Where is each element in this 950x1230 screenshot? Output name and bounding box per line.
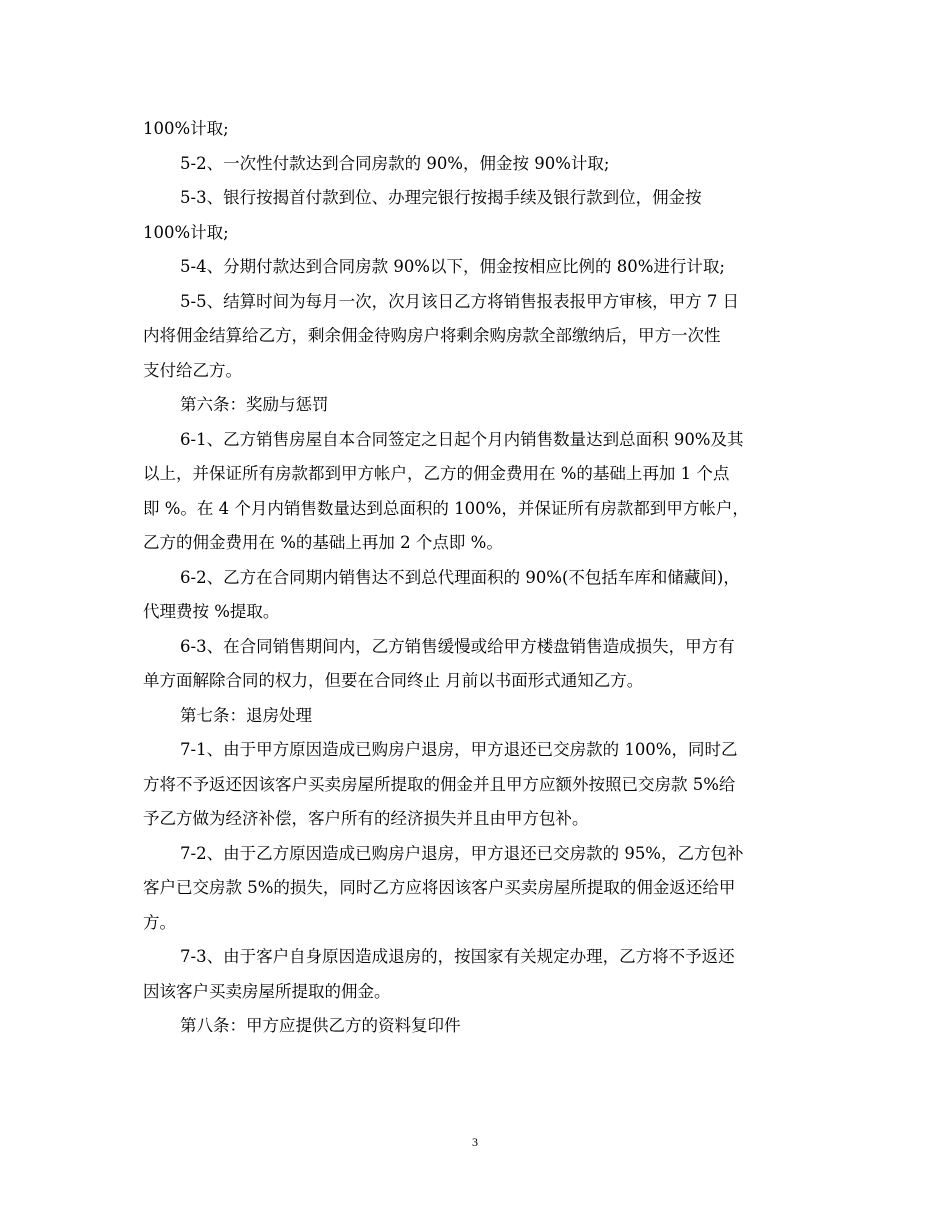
text-line: 5-4、分期付款达到合同房款 90%以下，佣金按相应比例的 80%进行计取; — [180, 257, 725, 276]
text-line: 予乙方做为经济补偿，客户所有的经济损失并且由甲方包补。 — [143, 809, 589, 828]
text-line: 客户已交房款 5%的损失，同时乙方应将因该客户买卖房屋所提取的佣金返还给甲 — [143, 878, 736, 897]
text-line: 7-2、由于乙方原因造成已购房户退房，甲方退还已交房款的 95%，乙方包补 — [180, 843, 744, 863]
text-line: 因该客户买卖房屋所提取的佣金。 — [143, 981, 391, 1001]
text-line: 6-1、乙方销售房屋自本合同签定之日起个月内销售数量达到总面积 90%及其 — [180, 429, 744, 449]
text-line: 5-5、结算时间为每月一次，次月该日乙方将销售报表报甲方审核，甲方 7 日 — [180, 291, 740, 311]
text-line: 方将不予返还因该客户买卖房屋所提取的佣金并且甲方应额外按照已交房款 5%给 — [143, 774, 736, 794]
text-line: 即 %。在 4 个月内销售数量达到总面积的 100%，并保证所有房款都到甲方帐户， — [143, 498, 749, 518]
text-line: 支付给乙方。 — [143, 360, 242, 380]
text-line: 7-1、由于甲方原因造成已购房户退房，甲方退还已交房款的 100%，同时乙 — [180, 740, 738, 759]
text-line: 第七条：退房处理 — [180, 705, 312, 725]
text-line: 100%计取; — [143, 119, 229, 138]
document-body — [143, 112, 811, 1044]
text-line: 5-3、银行按揭首付款到位、办理完银行按揭手续及银行款到位，佣金按 — [180, 188, 702, 207]
text-line: 100%计取; — [143, 222, 229, 242]
text-line: 内将佣金结算给乙方，剩余佣金待购房户将剩余购房款全部缴纳后，甲方一次性 — [143, 326, 721, 345]
text-line: 6-3、在合同销售期间内，乙方销售缓慢或给甲方楼盘销售造成损失，甲方有 — [180, 636, 735, 656]
text-line: 代理费按 %提取。 — [143, 602, 280, 621]
text-line: 7-3、由于客户自身原因造成退房的，按国家有关规定办理，乙方将不予返还 — [180, 947, 735, 966]
page-number: 3 — [472, 1135, 478, 1149]
text-line: 6-2、乙方在合同期内销售达不到总代理面积的 90%(不包括车库和储藏间)， — [180, 567, 740, 587]
text-line: 第八条：甲方应提供乙方的资料复印件 — [180, 1016, 461, 1035]
text-line: 乙方的佣金费用在 %的基础上再加 2 个点即 %。 — [143, 533, 503, 552]
text-line: 第六条：奖励与惩罚 — [180, 395, 329, 414]
text-line: 以上，并保证所有房款都到甲方帐户，乙方的佣金费用在 %的基础上再加 1 个点 — [143, 464, 730, 483]
text-line: 5-2、一次性付款达到合同房款的 90%，佣金按 90%计取; — [180, 153, 610, 173]
text-line: 方。 — [143, 912, 176, 932]
text-line: 单方面解除合同的权力，但要在合同终止 月前以书面形式通知乙方。 — [143, 671, 644, 690]
